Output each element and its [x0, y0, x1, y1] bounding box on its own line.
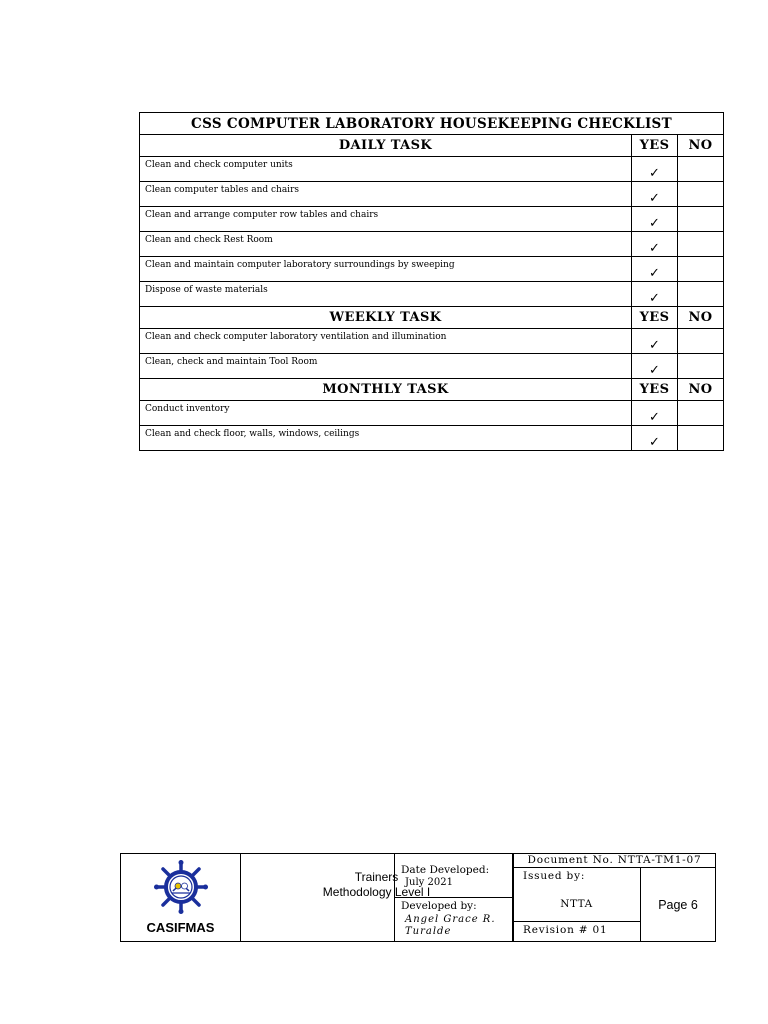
section-header-row [140, 379, 724, 401]
yes-check-icon: ✓ [632, 329, 678, 354]
no-cell [678, 257, 724, 282]
section-header-row [140, 135, 724, 157]
no-cell [678, 182, 724, 207]
no-cell [678, 207, 724, 232]
task-label: Clean and check computer laboratory ventilation and illumination [140, 329, 632, 354]
no-column-header: NO [678, 307, 724, 329]
no-cell [678, 329, 724, 354]
yes-check-icon: ✓ [632, 426, 678, 451]
section-title: WEEKLY TASK [140, 307, 632, 329]
no-cell [678, 401, 724, 426]
yes-check-icon: ✓ [632, 157, 678, 182]
footer-logo-cell [121, 854, 241, 941]
date-developed-value: July 2021 [405, 877, 453, 888]
revision-number: Revision # 01 [523, 924, 608, 936]
issued-by-cell [513, 868, 641, 941]
task-label: Dispose of waste materials [140, 282, 632, 307]
task-row [140, 282, 724, 307]
task-label: Clean and arrange computer row tables and chairs [140, 207, 632, 232]
no-cell [678, 157, 724, 182]
task-label: Conduct inventory [140, 401, 632, 426]
task-row [140, 207, 724, 232]
footer-right-block [512, 854, 716, 941]
task-label: Clean and check floor, walls, windows, ceilings [140, 426, 632, 451]
no-cell [678, 426, 724, 451]
developed-by-value: Angel Grace R. Turalde [405, 914, 496, 937]
org-name: CASIFMAS [146, 920, 215, 935]
section-title: DAILY TASK [140, 135, 632, 157]
yes-column-header: YES [632, 379, 678, 401]
no-column-header: NO [678, 135, 724, 157]
yes-check-icon: ✓ [632, 207, 678, 232]
task-label: Clean and check computer units [140, 157, 632, 182]
yes-check-icon: ✓ [632, 232, 678, 257]
no-cell [678, 354, 724, 379]
date-developed-label: Date Developed: [401, 864, 490, 876]
task-label: Clean and check Rest Room [140, 232, 632, 257]
course-title-line2: Methodology Level I [322, 885, 431, 899]
task-row [140, 329, 724, 354]
task-row [140, 257, 724, 282]
course-title-line1: Trainers [354, 870, 399, 884]
footer-date-cell [394, 854, 512, 941]
yes-check-icon: ✓ [632, 401, 678, 426]
section-header-row [140, 307, 724, 329]
no-column-header: NO [678, 379, 724, 401]
no-cell [678, 232, 724, 257]
housekeeping-checklist-table [139, 112, 724, 451]
yes-column-header: YES [632, 307, 678, 329]
task-row [140, 182, 724, 207]
task-row [140, 426, 724, 451]
yes-check-icon: ✓ [632, 182, 678, 207]
yes-check-icon: ✓ [632, 282, 678, 307]
document-footer [120, 853, 716, 942]
section-title: MONTHLY TASK [140, 379, 632, 401]
no-cell [678, 282, 724, 307]
checklist-title-row [140, 113, 724, 135]
checklist-title: CSS COMPUTER LABORATORY HOUSEKEEPING CHECKLIST [140, 113, 724, 135]
page-number: Page 6 [658, 898, 698, 912]
task-label: Clean and maintain computer laboratory surroundings by sweeping [140, 257, 632, 282]
ship-wheel-logo-icon [154, 860, 208, 914]
page-number-cell [640, 868, 716, 941]
yes-check-icon: ✓ [632, 257, 678, 282]
issued-by-label: Issued by: [523, 870, 586, 882]
task-row [140, 401, 724, 426]
yes-column-header: YES [632, 135, 678, 157]
task-label: Clean computer tables and chairs [140, 182, 632, 207]
task-row [140, 157, 724, 182]
document-number: Document No. NTTA-TM1-07 [513, 854, 716, 868]
developed-by-label: Developed by: [401, 900, 477, 912]
task-row [140, 354, 724, 379]
yes-check-icon: ✓ [632, 354, 678, 379]
task-label: Clean, check and maintain Tool Room [140, 354, 632, 379]
task-row [140, 232, 724, 257]
issued-by-value: NTTA [560, 898, 593, 910]
